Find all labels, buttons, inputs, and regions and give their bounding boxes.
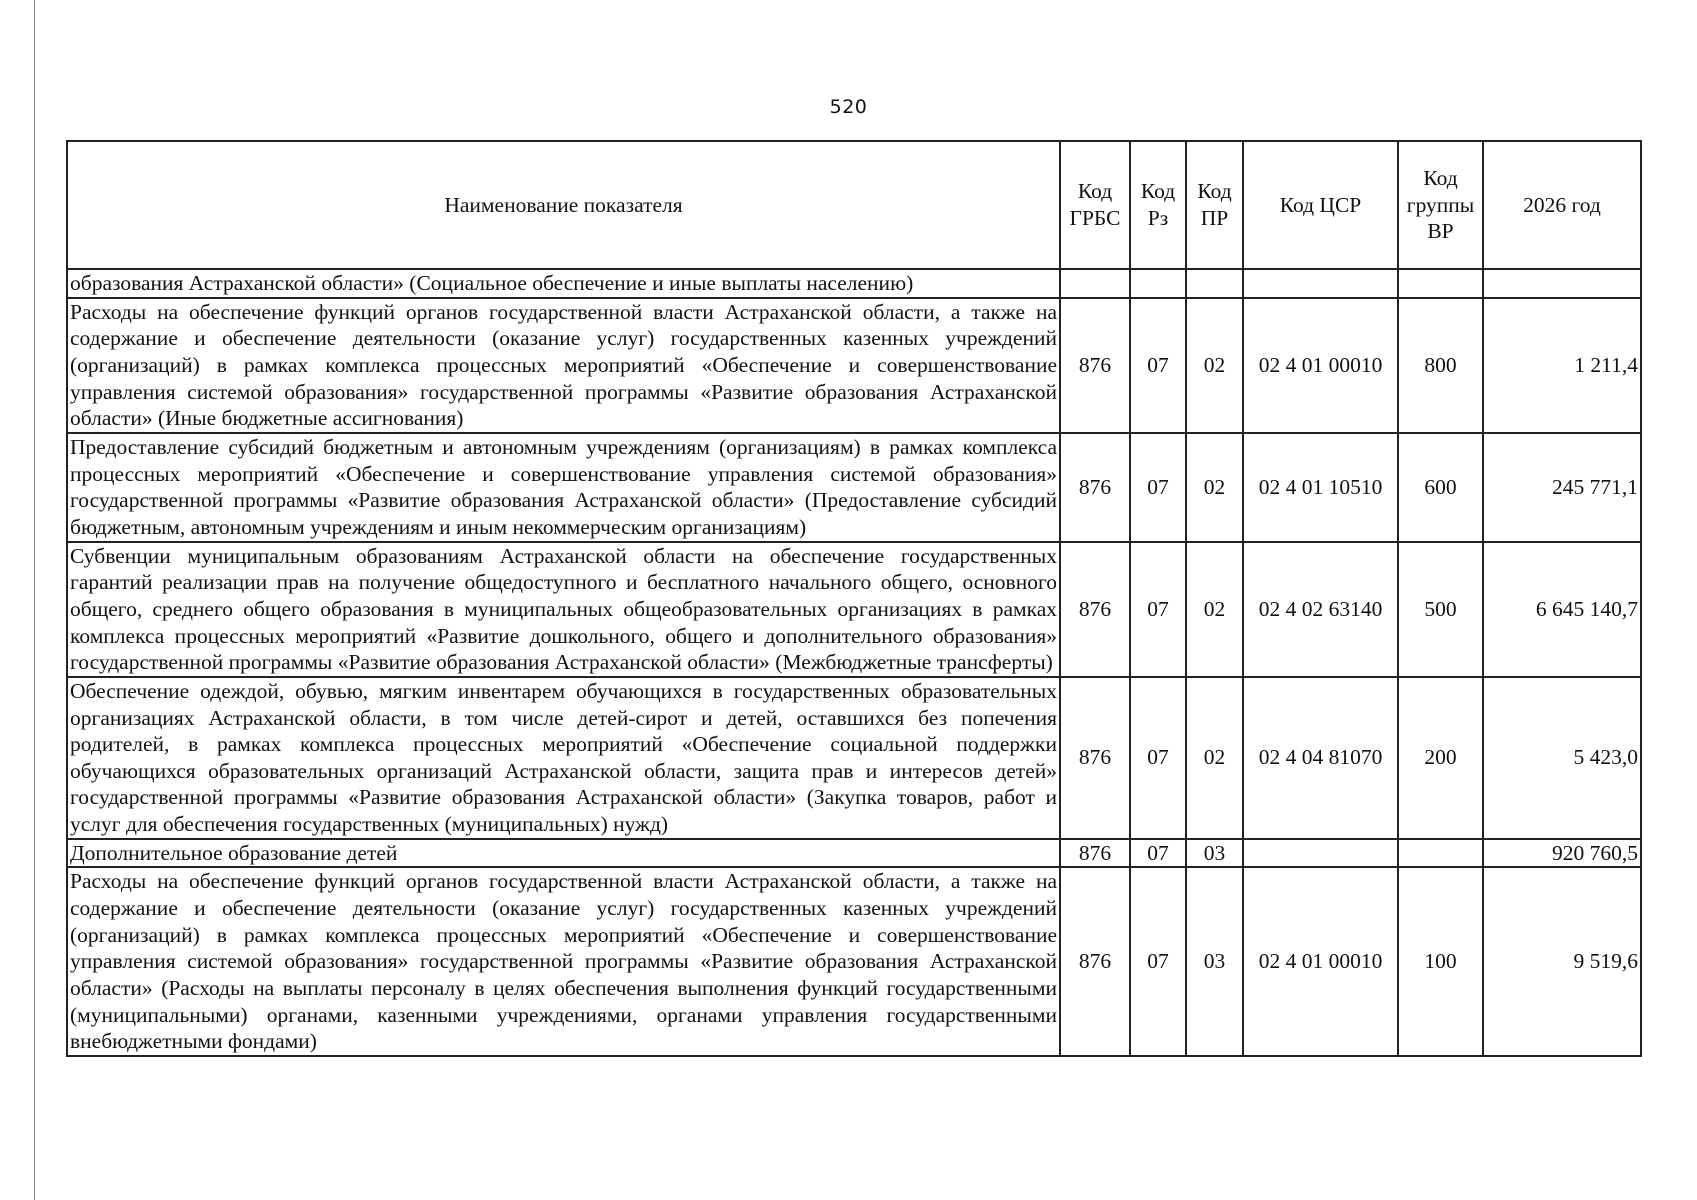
row-grbs: 876 — [1060, 542, 1130, 677]
table-row — [67, 867, 1641, 1056]
row-csr: 02 4 04 81070 — [1243, 677, 1398, 839]
table-row — [67, 839, 1641, 868]
row-rz: 07 — [1130, 867, 1186, 1056]
row-name: Расходы на обеспечение функций органов государственной власти Астраханской области, а также на содержание и обеспечение деятельности (оказание услуг) государственных казенных учреждений (организаций) в рамках комплекса процессных мероприятий «Обеспечение и совершенствование управления системой образования» государственной программы «Развитие образования Астраханской области» (Иные бюджетные ассигнования) — [67, 298, 1060, 433]
row-vr — [1398, 269, 1483, 298]
row-rz — [1130, 269, 1186, 298]
row-csr — [1243, 839, 1398, 868]
table-row — [67, 298, 1641, 433]
row-pr: 02 — [1186, 298, 1243, 433]
budget-table — [66, 140, 1642, 1057]
table-header-row — [67, 141, 1641, 269]
row-name: Обеспечение одеждой, обувью, мягким инвентарем обучающихся в государственных образовательных организациях Астраханской области, в том числе детей-сирот и детей, оставшихся без попечения родителей, в рамках комплекса процессных мероприятий «Обеспечение социальной поддержки обучающихся образовательных организаций Астраханской области, защита прав и интересов детей» государственной программы «Развитие образования Астраханской области» (Закупка товаров, работ и услуг для обеспечения государственных (муниципальных) нужд) — [67, 677, 1060, 839]
row-csr: 02 4 01 00010 — [1243, 298, 1398, 433]
row-pr: 02 — [1186, 433, 1243, 542]
header-year: 2026 год — [1483, 141, 1641, 269]
page-number: 520 — [829, 96, 868, 118]
row-name: Предоставление субсидий бюджетным и автономным учреждениям (организациям) в рамках комплекса процессных мероприятий «Обеспечение и совершенствование управления системой образования» государственной программы «Развитие образования Астраханской области» (Предоставление субсидий бюджетным, автономным учреждениям и иным некоммерческим организациям) — [67, 433, 1060, 542]
table-row — [67, 433, 1641, 542]
row-vr — [1398, 839, 1483, 868]
table-row — [67, 677, 1641, 839]
row-pr: 02 — [1186, 677, 1243, 839]
row-csr: 02 4 02 63140 — [1243, 542, 1398, 677]
row-csr — [1243, 269, 1398, 298]
row-pr — [1186, 269, 1243, 298]
row-pr: 03 — [1186, 839, 1243, 868]
row-vr: 800 — [1398, 298, 1483, 433]
row-csr: 02 4 01 00010 — [1243, 867, 1398, 1056]
row-grbs: 876 — [1060, 433, 1130, 542]
row-name: Расходы на обеспечение функций органов государственной власти Астраханской области, а также на содержание и обеспечение деятельности (оказание услуг) государственных казенных учреждений (организаций) в рамках комплекса процессных мероприятий «Обеспечение и совершенствование управления системой образования» государственной программы «Развитие образования Астраханской области» (Расходы на выплаты персоналу в целях обеспечения выполнения функций государственными (муниципальными) органами, казенными учреждениями, органами управления государственными внебюджетными фондами) — [67, 867, 1060, 1056]
row-name: образования Астраханской области» (Социальное обеспечение и иные выплаты населению) — [67, 269, 1060, 298]
row-rz: 07 — [1130, 542, 1186, 677]
row-rz: 07 — [1130, 839, 1186, 868]
row-vr: 200 — [1398, 677, 1483, 839]
row-pr: 02 — [1186, 542, 1243, 677]
header-name: Наименование показателя — [67, 141, 1060, 269]
row-vr: 100 — [1398, 867, 1483, 1056]
row-grbs: 876 — [1060, 839, 1130, 868]
row-name: Субвенции муниципальным образованиям Астраханской области на обеспечение государственных гарантий реализации прав на получение общедоступного и бесплатного начального общего, основного общего, среднего общего образования в муниципальных общеобразовательных организациях в рамках комплекса процессных мероприятий «Развитие дошкольного, общего и дополнительного образования» государственной программы «Развитие образования Астраханской области» (Межбюджетные трансферты) — [67, 542, 1060, 677]
header-vr: Код группы ВР — [1398, 141, 1483, 269]
row-sum — [1483, 269, 1641, 298]
header-rz: Код Рз — [1130, 141, 1186, 269]
table-row — [67, 269, 1641, 298]
row-grbs — [1060, 269, 1130, 298]
row-sum: 9 519,6 — [1483, 867, 1641, 1056]
row-sum: 245 771,1 — [1483, 433, 1641, 542]
table-row — [67, 542, 1641, 677]
header-csr: Код ЦСР — [1243, 141, 1398, 269]
row-pr: 03 — [1186, 867, 1243, 1056]
row-csr: 02 4 01 10510 — [1243, 433, 1398, 542]
header-grbs: Код ГРБС — [1060, 141, 1130, 269]
row-vr: 600 — [1398, 433, 1483, 542]
row-grbs: 876 — [1060, 677, 1130, 839]
row-vr: 500 — [1398, 542, 1483, 677]
row-grbs: 876 — [1060, 298, 1130, 433]
row-name: Дополнительное образование детей — [67, 839, 1060, 868]
row-sum: 5 423,0 — [1483, 677, 1641, 839]
row-grbs: 876 — [1060, 867, 1130, 1056]
header-pr: Код ПР — [1186, 141, 1243, 269]
row-sum: 920 760,5 — [1483, 839, 1641, 868]
row-sum: 6 645 140,7 — [1483, 542, 1641, 677]
row-rz: 07 — [1130, 677, 1186, 839]
margin-rule — [34, 0, 35, 1200]
row-rz: 07 — [1130, 298, 1186, 433]
row-sum: 1 211,4 — [1483, 298, 1641, 433]
row-rz: 07 — [1130, 433, 1186, 542]
